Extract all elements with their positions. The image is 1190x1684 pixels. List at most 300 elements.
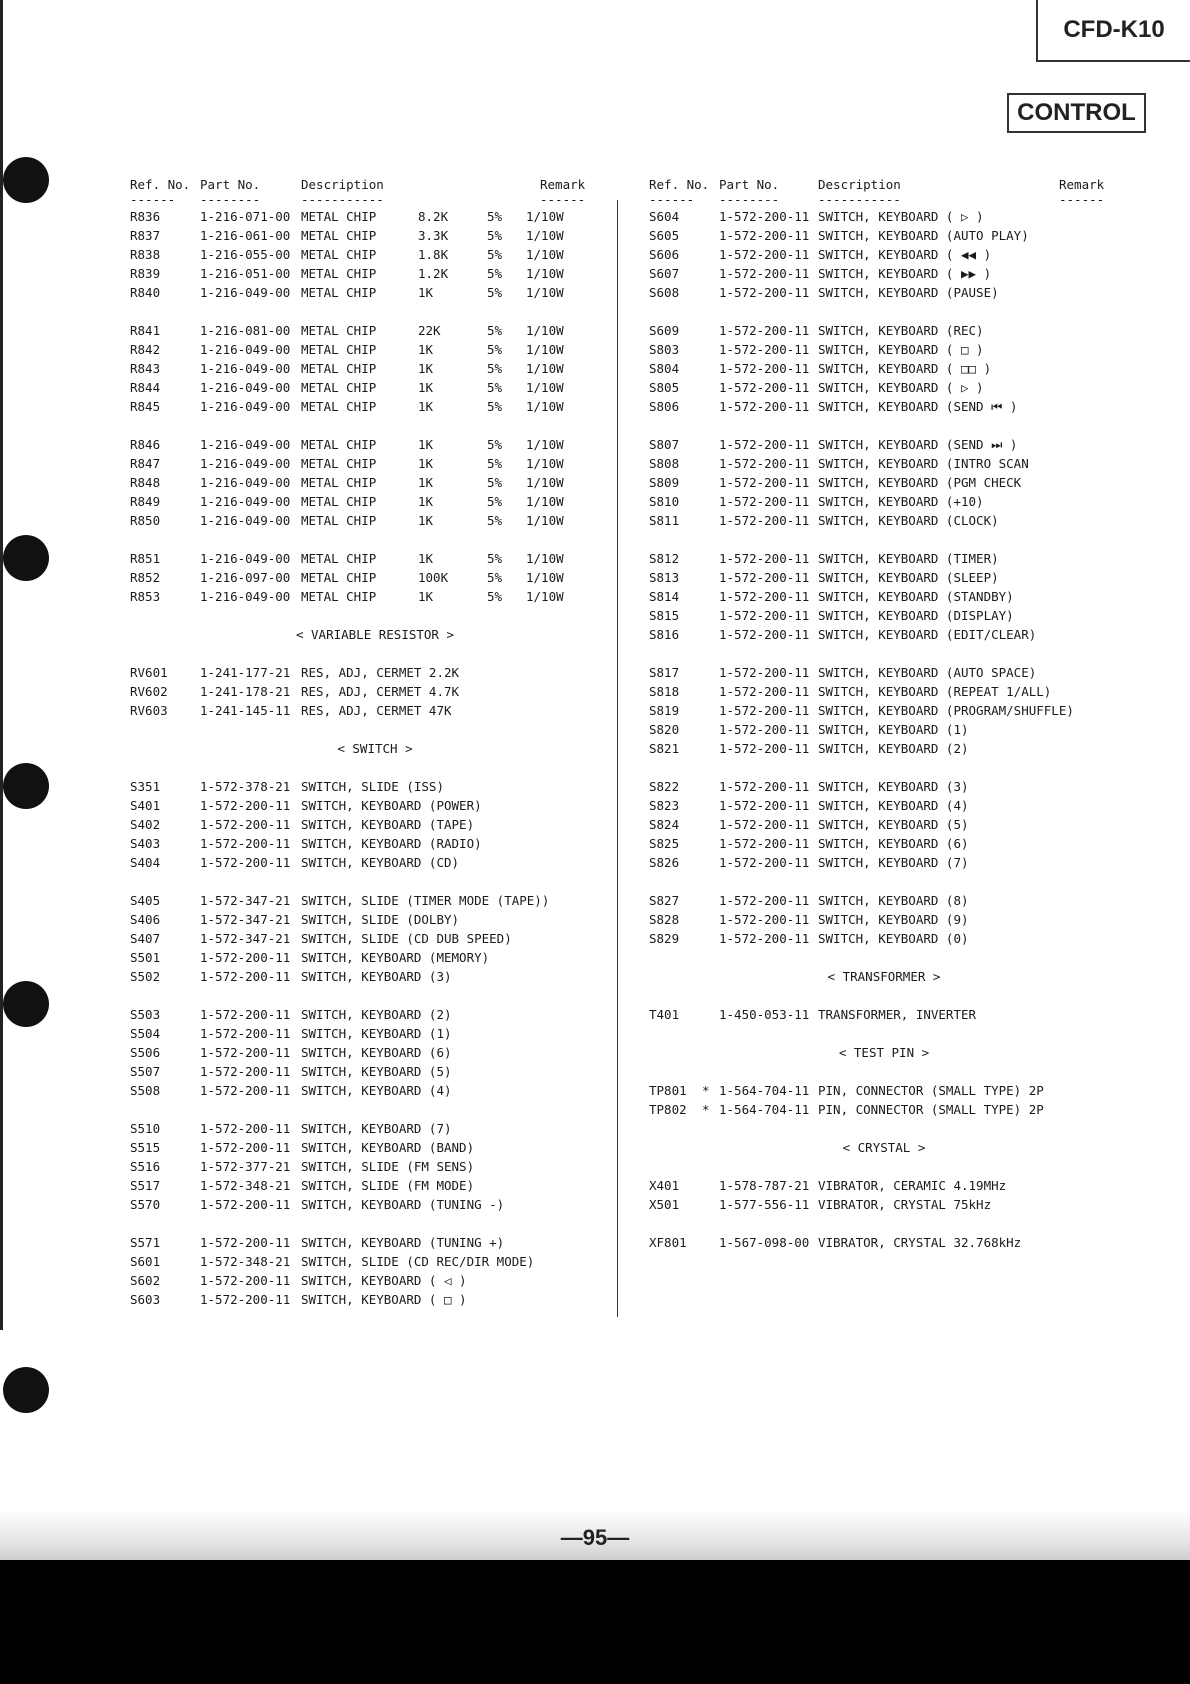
description: SWITCH, KEYBOARD (0) (818, 931, 969, 946)
ref-no: R850 (130, 513, 161, 528)
part-no: 1-241-145-11 (200, 703, 291, 718)
description: SWITCH, KEYBOARD (2) (818, 741, 969, 756)
tolerance: 5% (487, 456, 503, 471)
value: 1K (418, 475, 434, 490)
group-heading: < VARIABLE RESISTOR > (295, 627, 455, 642)
description: METAL CHIP (301, 551, 377, 566)
ref-no: S503 (130, 1007, 161, 1022)
part-no: 1-572-200-11 (719, 342, 810, 357)
tolerance: 5% (487, 437, 503, 452)
ref-no: S606 (649, 247, 680, 262)
part-no: 1-572-200-11 (719, 836, 810, 851)
description: VIBRATOR, CERAMIC 4.19MHz (818, 1178, 1007, 1193)
table-row (130, 454, 620, 473)
ref-no: R838 (130, 247, 161, 262)
description: METAL CHIP (301, 513, 377, 528)
table-row (649, 207, 1119, 226)
part-no: 1-572-200-11 (200, 969, 291, 984)
header-rule-ref: ------ (130, 192, 176, 207)
part-no: 1-572-200-11 (200, 1007, 291, 1022)
description: SWITCH, KEYBOARD (REPEAT 1/ALL) (818, 684, 1052, 699)
part-no: 1-216-061-00 (200, 228, 291, 243)
part-no: 1-572-378-21 (200, 779, 291, 794)
remark: 1/10W (526, 551, 564, 566)
ref-no: S803 (649, 342, 680, 357)
part-no: 1-572-200-11 (719, 266, 810, 281)
remark: 1/10W (526, 209, 564, 224)
ref-no: S808 (649, 456, 680, 471)
value: 1K (418, 551, 434, 566)
ref-no: S829 (649, 931, 680, 946)
ref-no: S817 (649, 665, 680, 680)
table-row (130, 359, 620, 378)
part-no: 1-572-347-21 (200, 893, 291, 908)
part-no: 1-572-200-11 (719, 912, 810, 927)
table-row (130, 1081, 620, 1100)
description: SWITCH, KEYBOARD (RADIO) (301, 836, 482, 851)
ref-no: R842 (130, 342, 161, 357)
part-no: 1-572-200-11 (719, 665, 810, 680)
table-row (130, 682, 620, 701)
description: SWITCH, KEYBOARD (5) (301, 1064, 452, 1079)
description: SWITCH, KEYBOARD ( □ ) (818, 342, 984, 357)
value: 3.3K (418, 228, 449, 243)
part-no: 1-216-055-00 (200, 247, 291, 262)
part-no: 1-572-200-11 (719, 380, 810, 395)
description: SWITCH, KEYBOARD (CLOCK) (818, 513, 999, 528)
row-gap (649, 1062, 1119, 1081)
ref-no: S506 (130, 1045, 161, 1060)
part-no: 1-572-200-11 (719, 361, 810, 376)
table-row (649, 1176, 1119, 1195)
description: SWITCH, KEYBOARD ( ▷ ) (818, 380, 984, 395)
part-no: 1-241-178-21 (200, 684, 291, 699)
ref-no: S405 (130, 893, 161, 908)
parts-rows-right (649, 207, 1119, 1252)
row-gap (649, 758, 1119, 777)
ref-no: S401 (130, 798, 161, 813)
description: PIN, CONNECTOR (SMALL TYPE) 2P (818, 1083, 1044, 1098)
table-row (130, 264, 620, 283)
ref-no: S807 (649, 437, 680, 452)
part-no: 1-577-556-11 (719, 1197, 810, 1212)
tolerance: 5% (487, 323, 503, 338)
table-row (130, 378, 620, 397)
description: SWITCH, SLIDE (TIMER MODE (TAPE)) (301, 893, 550, 908)
ref-no: S828 (649, 912, 680, 927)
description: SWITCH, SLIDE (ISS) (301, 779, 444, 794)
part-no: 1-572-200-11 (200, 817, 291, 832)
description: METAL CHIP (301, 399, 377, 414)
description: SWITCH, KEYBOARD (SEND ⏮ ) (818, 399, 1018, 414)
safety-mark: * (702, 1102, 710, 1117)
part-no: 1-216-081-00 (200, 323, 291, 338)
ref-no: S819 (649, 703, 680, 718)
description: SWITCH, KEYBOARD (STANDBY) (818, 589, 1014, 604)
row-gap (130, 644, 620, 663)
header-rule-desc: ----------- (818, 192, 901, 207)
table-row (130, 340, 620, 359)
value: 1K (418, 589, 434, 604)
ref-no: S814 (649, 589, 680, 604)
ref-no: S404 (130, 855, 161, 870)
table-row (649, 853, 1119, 872)
ref-no: S402 (130, 817, 161, 832)
ref-no: S818 (649, 684, 680, 699)
description: SWITCH, KEYBOARD (+10) (818, 494, 984, 509)
page-edge (0, 0, 3, 1330)
ref-no: R849 (130, 494, 161, 509)
description: VIBRATOR, CRYSTAL 75kHz (818, 1197, 992, 1212)
table-row (649, 663, 1119, 682)
part-no: 1-572-200-11 (200, 1064, 291, 1079)
description: SWITCH, KEYBOARD (SEND ⏭ ) (818, 437, 1018, 452)
ref-no: R836 (130, 209, 161, 224)
description: SWITCH, KEYBOARD (INTRO SCAN (818, 456, 1029, 471)
table-row (130, 1138, 620, 1157)
remark: 1/10W (526, 266, 564, 281)
table-row (649, 682, 1119, 701)
table-row (649, 606, 1119, 625)
part-no: 1-564-704-11 (719, 1102, 810, 1117)
group-heading: < CRYSTAL > (842, 1140, 926, 1155)
description: METAL CHIP (301, 209, 377, 224)
row-gap (130, 530, 620, 549)
ref-no: R843 (130, 361, 161, 376)
group-heading: < SWITCH > (337, 741, 413, 756)
ref-no: S604 (649, 209, 680, 224)
description: SWITCH, KEYBOARD ( ▷ ) (818, 209, 984, 224)
row-gap (649, 1119, 1119, 1138)
ref-no: S826 (649, 855, 680, 870)
value: 1K (418, 456, 434, 471)
part-no: 1-572-200-11 (719, 513, 810, 528)
description: RES, ADJ, CERMET 2.2K (301, 665, 460, 680)
row-gap (649, 948, 1119, 967)
tolerance: 5% (487, 513, 503, 528)
description: SWITCH, KEYBOARD (SLEEP) (818, 570, 999, 585)
description: METAL CHIP (301, 266, 377, 281)
table-row (649, 245, 1119, 264)
table-row (130, 1024, 620, 1043)
ref-no-header: Ref. No. (649, 177, 710, 192)
part-no: 1-572-347-21 (200, 931, 291, 946)
table-row (649, 929, 1119, 948)
table-row (130, 549, 620, 568)
description: SWITCH, KEYBOARD (PAUSE) (818, 285, 999, 300)
table-row (130, 568, 620, 587)
ref-no: R846 (130, 437, 161, 452)
description: METAL CHIP (301, 456, 377, 471)
description: SWITCH, KEYBOARD (8) (818, 893, 969, 908)
table-row (649, 473, 1119, 492)
ref-no: R844 (130, 380, 161, 395)
parts-rows-left (130, 207, 620, 1309)
ref-no: S607 (649, 266, 680, 281)
table-row (649, 435, 1119, 454)
part-no-header: Part No. (719, 177, 780, 192)
ref-no: S502 (130, 969, 161, 984)
column-divider (617, 200, 618, 1317)
description: METAL CHIP (301, 589, 377, 604)
remark: 1/10W (526, 247, 564, 262)
ref-no: S406 (130, 912, 161, 927)
ref-no: S813 (649, 570, 680, 585)
row-gap (130, 416, 620, 435)
description: SWITCH, KEYBOARD (EDIT/CLEAR) (818, 627, 1037, 642)
part-no: 1-572-200-11 (719, 722, 810, 737)
part-no: 1-572-200-11 (719, 684, 810, 699)
part-no: 1-578-787-21 (719, 1178, 810, 1193)
description: METAL CHIP (301, 228, 377, 243)
ref-no: R837 (130, 228, 161, 243)
table-row (130, 207, 620, 226)
tolerance: 5% (487, 494, 503, 509)
remark: 1/10W (526, 589, 564, 604)
ref-no: S501 (130, 950, 161, 965)
header-rule-part: -------- (200, 192, 261, 207)
remark: 1/10W (526, 475, 564, 490)
tolerance: 5% (487, 266, 503, 281)
binder-hole (3, 157, 49, 203)
scan-border (0, 1560, 1190, 1684)
ref-no: X401 (649, 1178, 680, 1193)
value: 1K (418, 513, 434, 528)
description: SWITCH, KEYBOARD ( □ ) (301, 1292, 467, 1307)
ref-no: RV602 (130, 684, 168, 699)
ref-no: T401 (649, 1007, 680, 1022)
part-no: 1-216-049-00 (200, 494, 291, 509)
table-row (130, 1252, 620, 1271)
ref-no: RV601 (130, 665, 168, 680)
table-row (130, 587, 620, 606)
binder-hole (3, 1367, 49, 1413)
description: RES, ADJ, CERMET 47K (301, 703, 452, 718)
group-heading: < TRANSFORMER > (827, 969, 941, 984)
header-rule (130, 194, 620, 207)
ref-no: S508 (130, 1083, 161, 1098)
binder-hole (3, 535, 49, 581)
description: METAL CHIP (301, 475, 377, 490)
ref-no: R841 (130, 323, 161, 338)
table-row (649, 739, 1119, 758)
part-no: 1-216-049-00 (200, 456, 291, 471)
table-row (649, 1005, 1119, 1024)
ref-no: S804 (649, 361, 680, 376)
row-gap (130, 606, 620, 625)
table-row (649, 492, 1119, 511)
row-gap (649, 530, 1119, 549)
ref-no: S809 (649, 475, 680, 490)
ref-no: S806 (649, 399, 680, 414)
description: SWITCH, KEYBOARD (9) (818, 912, 969, 927)
remark: 1/10W (526, 342, 564, 357)
table-row (130, 948, 620, 967)
table-row (130, 473, 620, 492)
part-no: 1-572-200-11 (200, 836, 291, 851)
header-rule (649, 194, 1119, 207)
ref-no: S570 (130, 1197, 161, 1212)
table-row (130, 834, 620, 853)
ref-no: S812 (649, 551, 680, 566)
part-no: 1-572-200-11 (200, 1273, 291, 1288)
table-row (649, 454, 1119, 473)
ref-no: S822 (649, 779, 680, 794)
part-no: 1-572-200-11 (719, 323, 810, 338)
page-number: —95— (560, 1525, 630, 1550)
ref-no: R851 (130, 551, 161, 566)
table-row (649, 359, 1119, 378)
model-number: CFD-K10 (1036, 0, 1190, 62)
table-row (649, 568, 1119, 587)
part-no: 1-572-200-11 (200, 1292, 291, 1307)
ref-no: S827 (649, 893, 680, 908)
row-gap (649, 986, 1119, 1005)
row-gap (130, 720, 620, 739)
row-gap (649, 416, 1119, 435)
tolerance: 5% (487, 361, 503, 376)
value: 1K (418, 399, 434, 414)
description-header: Description (301, 177, 384, 192)
table-row (130, 226, 620, 245)
row-gap (649, 1024, 1119, 1043)
header-rule-remark: ------ (1059, 192, 1105, 207)
ref-no: R845 (130, 399, 161, 414)
value: 8.2K (418, 209, 449, 224)
table-row (649, 397, 1119, 416)
remark: 1/10W (526, 399, 564, 414)
value: 1K (418, 437, 434, 452)
binder-hole (3, 981, 49, 1027)
part-no: 1-572-200-11 (719, 931, 810, 946)
table-row (649, 910, 1119, 929)
table-row (649, 511, 1119, 530)
part-no: 1-572-200-11 (719, 779, 810, 794)
table-row (130, 663, 620, 682)
header-rule-part: -------- (719, 192, 780, 207)
table-row (130, 1157, 620, 1176)
ref-no: S608 (649, 285, 680, 300)
table-row (130, 511, 620, 530)
part-no: 1-572-200-11 (200, 1045, 291, 1060)
description: SWITCH, KEYBOARD (BAND) (301, 1140, 475, 1155)
part-no: 1-216-049-00 (200, 380, 291, 395)
description: SWITCH, KEYBOARD ( ◁ ) (301, 1273, 467, 1288)
table-row (130, 1119, 620, 1138)
part-no: 1-216-049-00 (200, 437, 291, 452)
description: VIBRATOR, CRYSTAL 32.768kHz (818, 1235, 1022, 1250)
table-row (130, 1233, 620, 1252)
table-row (130, 853, 620, 872)
ref-no: S820 (649, 722, 680, 737)
remark: 1/10W (526, 570, 564, 585)
ref-no: S810 (649, 494, 680, 509)
part-no: 1-572-200-11 (719, 437, 810, 452)
row-gap (130, 1214, 620, 1233)
value: 100K (418, 570, 449, 585)
description: METAL CHIP (301, 570, 377, 585)
ref-no: R852 (130, 570, 161, 585)
table-row (649, 549, 1119, 568)
part-no: 1-572-200-11 (719, 741, 810, 756)
part-no: 1-572-200-11 (719, 247, 810, 262)
ref-no: S601 (130, 1254, 161, 1269)
description: SWITCH, SLIDE (FM MODE) (301, 1178, 475, 1193)
table-row (649, 834, 1119, 853)
row-gap (130, 1100, 620, 1119)
row-gap (130, 302, 620, 321)
tolerance: 5% (487, 342, 503, 357)
description: TRANSFORMER, INVERTER (818, 1007, 977, 1022)
part-no: 1-572-200-11 (719, 798, 810, 813)
description: SWITCH, KEYBOARD (AUTO SPACE) (818, 665, 1037, 680)
ref-no: XF801 (649, 1235, 687, 1250)
parts-list-left (130, 175, 620, 1309)
row-gap (649, 644, 1119, 663)
ref-no: R853 (130, 589, 161, 604)
row-gap (649, 302, 1119, 321)
part-no: 1-572-200-11 (719, 285, 810, 300)
value: 1.2K (418, 266, 449, 281)
row-gap (649, 1214, 1119, 1233)
part-no: 1-216-049-00 (200, 285, 291, 300)
part-no: 1-572-200-11 (200, 1235, 291, 1250)
part-no: 1-572-200-11 (719, 817, 810, 832)
value: 1K (418, 285, 434, 300)
description: SWITCH, KEYBOARD (1) (818, 722, 969, 737)
description: SWITCH, KEYBOARD (TUNING -) (301, 1197, 505, 1212)
ref-no: TP801 (649, 1083, 687, 1098)
part-no: 1-572-200-11 (719, 703, 810, 718)
tolerance: 5% (487, 589, 503, 604)
part-no: 1-572-200-11 (719, 589, 810, 604)
description: SWITCH, KEYBOARD (4) (301, 1083, 452, 1098)
table-row (649, 321, 1119, 340)
remark-header: Remark (540, 177, 586, 192)
value: 1K (418, 380, 434, 395)
value: 22K (418, 323, 441, 338)
tolerance: 5% (487, 285, 503, 300)
safety-mark: * (702, 1083, 710, 1098)
ref-no: S811 (649, 513, 680, 528)
part-no: 1-216-049-00 (200, 551, 291, 566)
ref-no: X501 (649, 1197, 680, 1212)
description: SWITCH, SLIDE (CD DUB SPEED) (301, 931, 512, 946)
remark: 1/10W (526, 456, 564, 471)
section-title: CONTROL (1007, 93, 1146, 133)
part-no: 1-572-348-21 (200, 1254, 291, 1269)
tolerance: 5% (487, 209, 503, 224)
table-row (130, 796, 620, 815)
remark: 1/10W (526, 494, 564, 509)
description: SWITCH, KEYBOARD (7) (818, 855, 969, 870)
part-no: 1-572-200-11 (719, 551, 810, 566)
table-row (130, 1195, 620, 1214)
ref-no: S824 (649, 817, 680, 832)
ref-no: R840 (130, 285, 161, 300)
ref-no: S602 (130, 1273, 161, 1288)
table-row (130, 1043, 620, 1062)
part-no: 1-572-200-11 (200, 855, 291, 870)
description: SWITCH, KEYBOARD ( ▶▶ ) (818, 266, 992, 281)
table-row (130, 283, 620, 302)
part-no: 1-567-098-00 (719, 1235, 810, 1250)
description: SWITCH, SLIDE (FM SENS) (301, 1159, 475, 1174)
description: SWITCH, KEYBOARD (POWER) (301, 798, 482, 813)
description: METAL CHIP (301, 437, 377, 452)
description: SWITCH, KEYBOARD (REC) (818, 323, 984, 338)
table-row (649, 720, 1119, 739)
